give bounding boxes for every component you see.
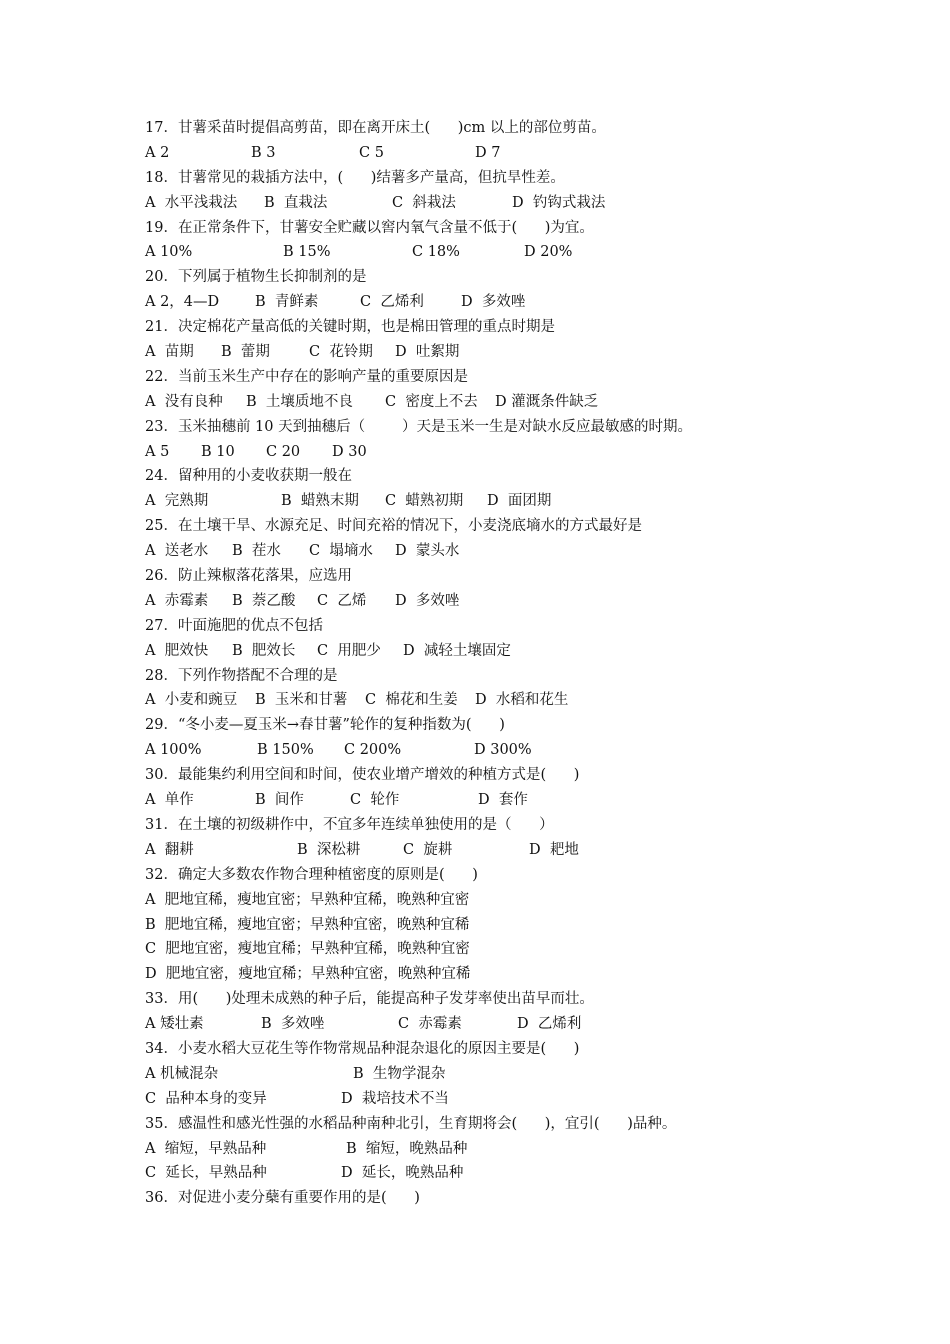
option-a: A 机械混杂 [145,1065,219,1082]
option-c: C 塌墒水 [309,543,373,560]
question-18-stem: 18．甘薯常见的栽插方法中，( )结薯多产量高，但抗旱性差。 [145,169,565,186]
question-36-stem: 36．对促进小麦分蘖有重要作用的是( ) [145,1190,420,1207]
question-25-options [145,539,805,564]
option-d: D 耙地 [529,841,579,858]
question-24-stem: 24．留种用的小麦收获期一般在 [145,468,352,485]
question-27-options [145,639,805,664]
option-a: A 没有良种 [145,393,223,410]
question-17-options [145,141,805,166]
question-27-stem: 27．叶面施肥的优点不包括 [145,617,323,634]
option-a: A 2 [145,144,170,161]
question-31-stem: 31．在土壤的初级耕作中，不宜多年连续单独使用的是（ ） [145,816,554,833]
option-d: D 30 [332,443,367,460]
option-b: B 生物学混杂 [353,1065,446,1082]
question-35-stem: 35．感温性和感光性强的水稻品种南种北引，生育期将会( )，宜引( )品种。 [145,1115,677,1132]
option-d: D 栽培技术不当 [341,1090,449,1107]
option-d: D 减轻土壤固定 [403,642,511,659]
option-b: B 蜡熟末期 [281,493,359,510]
question-19-stem: 19．在正常条件下，甘薯安全贮藏以窖内氧气含量不低于( )为宜。 [145,219,594,236]
question-30-stem: 30．最能集约利用空间和时间，使农业增产增效的种植方式是( ) [145,767,580,784]
option-d: D 灌溉条件缺乏 [495,393,599,410]
question-24-options [145,489,805,514]
option-a: A 送老水 [145,543,209,560]
option-d: D 水稻和花生 [475,692,569,709]
option-b: B 直栽法 [264,194,328,211]
option-c: C 乙烯利 [360,294,424,311]
question-29-options [145,738,805,763]
option-b: B 青鲜素 [255,294,319,311]
question-33-options [145,1012,805,1037]
option-a: A 矮壮素 [145,1016,204,1033]
option-c: C 花铃期 [309,344,373,361]
option-c: C 密度上不去 [385,393,478,410]
option-a: A 小麦和豌豆 [145,692,238,709]
option-c: C 20 [266,443,301,460]
question-29-stem: 29．“冬小麦—夏玉米→春甘薯”轮作的复种指数为( ) [145,717,505,734]
option-c: C 蜡熟初期 [385,493,464,510]
question-30-options [145,788,805,813]
question-25-stem: 25．在土壤干旱、水源充足、时间充裕的情况下，小麦浇底墒水的方式最好是 [145,518,642,535]
question-21-options [145,340,805,365]
option-c: C 棉花和生姜 [365,692,458,709]
option-d: D 多效唑 [395,592,460,609]
option-b: B 10 [201,443,235,460]
option-b: B 肥效长 [232,642,296,659]
option-c: C 赤霉素 [398,1016,462,1033]
question-21-stem: 21．决定棉花产量高低的关键时期，也是棉田管理的重点时期是 [145,319,555,336]
option-b: B 150% [257,742,314,759]
question-26-options [145,589,805,614]
question-22-options [145,390,805,415]
question-page [145,116,805,1211]
option-d: D 吐絮期 [395,344,460,361]
option-c: C 5 [359,144,384,161]
option-c: C 18% [412,244,460,261]
option-b: B 间作 [255,792,304,809]
question-33-stem: 33．用( )处理未成熟的种子后，能提高种子发芽率使出苗早而壮。 [145,991,594,1008]
option-c: C 乙烯 [317,592,367,609]
option-c: C 轮作 [350,792,400,809]
option-c: C 用肥少 [317,642,381,659]
option-a: A 100% [145,742,202,759]
question-28-options [145,688,805,713]
question-31-options [145,838,805,863]
option-b: B 15% [283,244,331,261]
option-b: B 3 [251,144,276,161]
option-a: A 翻耕 [145,841,194,858]
option-d: D 20% [524,244,573,261]
option-c: C 延长，早熟品种 [145,1165,267,1182]
option-d: D 300% [474,742,532,759]
option-a: A 5 [145,443,170,460]
option-d: D 套作 [478,792,528,809]
question-20-options [145,290,805,315]
question-23-stem: 23．玉米抽穗前 10 天到抽穗后（ ）天是玉米一生是对缺水反应最敏感的时期。 [145,418,692,435]
option-a: A 缩短，早熟品种 [145,1140,267,1157]
option-d: D 多效唑 [461,294,526,311]
option-d: D 蒙头水 [395,543,460,560]
option-d: D 面团期 [487,493,552,510]
option-d: D 钓钩式栽法 [512,194,606,211]
option-a: A 单作 [145,792,194,809]
option-b: B 蕾期 [221,344,270,361]
option-d: D 延长，晚熟品种 [341,1165,464,1182]
option-c: C 200% [344,742,402,759]
question-34-options-row-1 [145,1062,805,1087]
question-32-option-a: A 肥地宜稀，瘦地宜密；早熟种宜稀，晚熟种宜密 [145,891,470,908]
question-34-options-row-2 [145,1087,805,1112]
option-c: C 旋耕 [403,841,453,858]
question-32-option-c: C 肥地宜密，瘦地宜稀；早熟种宜稀，晚熟种宜密 [145,941,470,958]
question-26-stem: 26．防止辣椒落花落果，应选用 [145,568,352,585]
question-35-options-row-2 [145,1161,805,1186]
question-32-stem: 32．确定大多数农作物合理种植密度的原则是( ) [145,866,478,883]
option-a: A 水平浅栽法 [145,194,238,211]
option-b: B 玉米和甘薯 [255,692,348,709]
question-32-option-b: B 肥地宜稀，瘦地宜密；早熟种宜密，晚熟种宜稀 [145,916,470,933]
question-28-stem: 28．下列作物搭配不合理的是 [145,667,338,684]
question-22-stem: 22．当前玉米生产中存在的影响产量的重要原因是 [145,368,468,385]
question-35-options-row-1 [145,1137,805,1162]
option-a: A 2，4—D [145,294,220,311]
question-18-options [145,191,805,216]
option-b: B 多效唑 [261,1016,325,1033]
option-c: C 斜栽法 [392,194,456,211]
question-19-options [145,240,805,265]
option-a: A 10% [145,244,193,261]
option-b: B 缩短，晚熟品种 [346,1140,468,1157]
option-b: B 茬水 [232,543,281,560]
option-b: B 土壤质地不良 [246,393,353,410]
question-17-stem: 17．甘薯采苗时提倡高剪苗，即在离开床土( )cm 以上的部位剪苗。 [145,120,606,136]
question-20-stem: 20．下列属于植物生长抑制剂的是 [145,269,367,286]
option-a: A 苗期 [145,344,194,361]
option-a: A 肥效快 [145,642,209,659]
option-b: B 深松耕 [297,841,361,858]
option-a: A 完熟期 [145,493,209,510]
question-32-option-d: D 肥地宜密，瘦地宜稀；早熟种宜密，晚熟种宜稀 [145,966,471,983]
option-a: A 赤霉素 [145,592,209,609]
option-d: D 乙烯利 [517,1016,582,1033]
option-b: B 萘乙酸 [232,592,296,609]
option-c: C 品种本身的变异 [145,1090,267,1107]
question-34-stem: 34．小麦水稻大豆花生等作物常规品种混杂退化的原因主要是( ) [145,1040,580,1057]
option-d: D 7 [475,144,501,161]
question-23-options [145,440,805,465]
